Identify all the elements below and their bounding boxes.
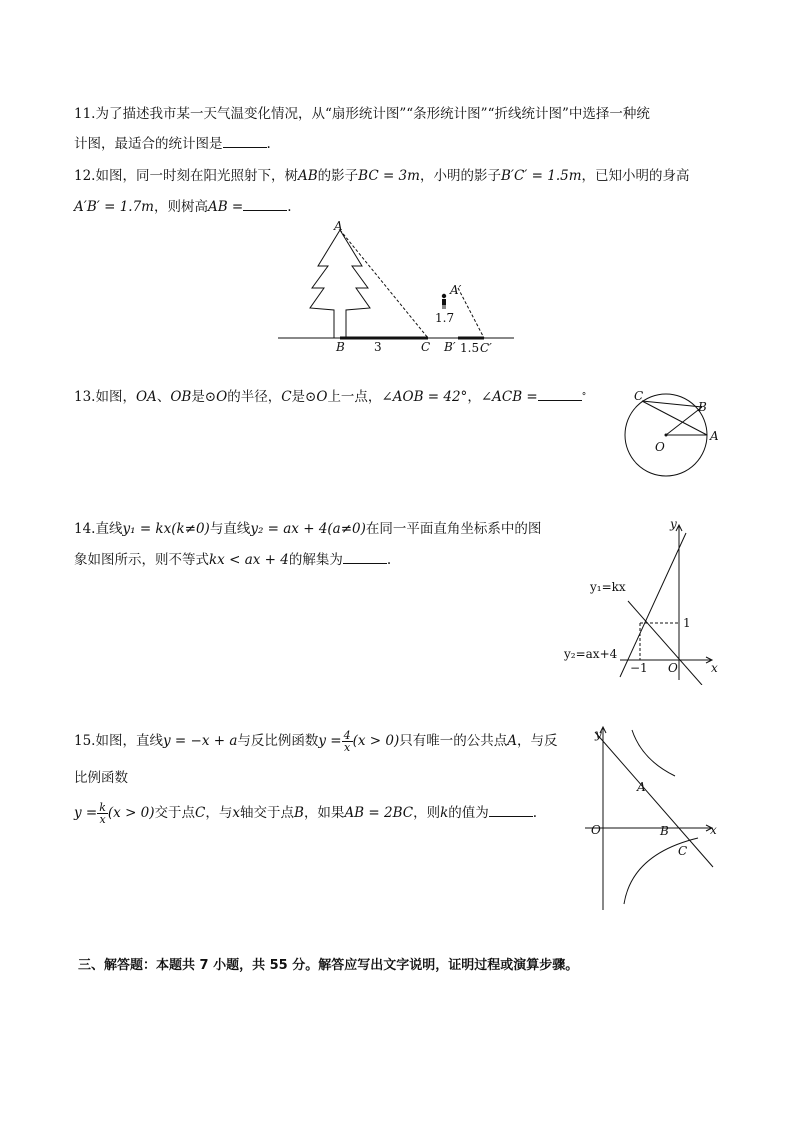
q11-answer-blank [223, 135, 267, 148]
q13-math-o1: O [216, 389, 228, 405]
q15-frac-den: x [344, 741, 351, 754]
q12-label-bc2: 1.5 [460, 341, 480, 355]
q12-text-g: ，已知小明的身高 [581, 168, 690, 184]
q15-text-3c: 交于点 [154, 805, 196, 821]
q13-text-i: 是⊙ [291, 389, 317, 405]
q14-math-y2: y₂ = ax + 4(a≠0) [250, 521, 366, 537]
q15-figure [580, 722, 730, 914]
q13-math-o2: O [316, 389, 328, 405]
q15-text-3e: ，与 [205, 805, 233, 821]
q14-label-x: x [711, 661, 718, 675]
q12-text-2d: . [287, 199, 292, 215]
q15-text-3n: . [532, 805, 538, 821]
q15-label-c: C [678, 844, 688, 858]
q12-answer-blank [243, 198, 287, 211]
q13-figure [615, 385, 735, 485]
q15-text-a: 15.如图，直线 [74, 733, 163, 749]
q13-label-b: B [698, 400, 707, 414]
q13-text-m: ， [467, 389, 481, 405]
q12-math-ab2: A′B′ = 1.7m [74, 199, 154, 215]
q11-line2-text: 计图，最适合的统计图是 [74, 136, 223, 152]
q13-text-k: 上一点， [327, 389, 382, 405]
q13-math-aob: ∠AOB = 42° [381, 389, 468, 405]
q15-answer-blank [489, 804, 533, 817]
q15-frac-num: 4 [343, 729, 351, 742]
q14-text-2c: 的解集为 [288, 552, 343, 568]
q13-text-degree: ° [581, 392, 587, 402]
q15-text-h: ，与反 [517, 733, 558, 749]
q12-figure [270, 218, 520, 358]
q12-math-ab-eq: AB = [207, 199, 244, 215]
q15-math-y: y = [318, 733, 342, 749]
q13-math-c: C [281, 389, 292, 405]
q12-line2 [74, 197, 292, 217]
q15-frac-x: x [99, 813, 106, 826]
q15-line3 [74, 802, 537, 825]
q15-line2: 比例函数 [74, 770, 128, 786]
q13-answer-blank [538, 388, 582, 401]
q14-text-e: 在同一平面直角坐标系中的图 [365, 521, 542, 537]
q15-text-3i: ，如果 [303, 805, 345, 821]
q14-label-one: 1 [683, 616, 691, 630]
q13-math-oa: OA [135, 389, 157, 405]
q12-label-b: B [336, 340, 345, 354]
q15-math-c: C [195, 805, 206, 821]
q14-text-a: 14.直线 [74, 521, 123, 537]
q14-answer-blank [343, 551, 387, 564]
q15-label-a: A [637, 780, 646, 794]
q13-line [74, 387, 586, 407]
q11-line2 [74, 134, 271, 154]
q14-line1 [74, 519, 541, 539]
q15-text-f: 只有唯一的公共点 [399, 733, 508, 749]
q12-text-a: 12.如图，同一时刻在阳光照射下，树 [74, 168, 298, 184]
q14-text-2d: . [386, 552, 392, 568]
q12-text-2b: ，则树高 [153, 199, 208, 215]
q15-label-x: x [710, 823, 717, 837]
q12-label-a2: A′ [450, 283, 462, 297]
q13-text-a: 13.如图， [74, 389, 136, 405]
q13-text-c: 、 [156, 389, 171, 405]
q15-text-3g: 轴交于点 [240, 805, 295, 821]
q13-text-g: 的半径， [227, 389, 282, 405]
q12-label-c2: C′ [480, 341, 492, 355]
q14-label-y1: y₁=kx [590, 580, 626, 594]
q13-math-ob: OB [170, 389, 192, 405]
q15-text-c: 与反比例函数 [237, 733, 319, 749]
q14-text-2a: 象如图所示，则不等式 [74, 552, 209, 568]
q15-math-ab2bc: AB = 2BC [344, 805, 414, 821]
q12-label-bc: 3 [374, 340, 382, 354]
q15-text-3m: 的值为 [448, 805, 489, 821]
q14-math-ineq: kx < ax + 4 [209, 552, 289, 568]
q12-math-ab: AB [297, 168, 318, 184]
q12-line1 [74, 166, 690, 186]
section-3-heading: 三、解答题：本题共 7 小题，共 55 分。解答应写出文字说明，证明过程或演算步骤。 [78, 958, 579, 973]
q15-text-3k: ，则 [413, 805, 441, 821]
q12-text-c: 的影子 [317, 168, 359, 184]
q11-line1: 11.为了描述我市某一天气温变化情况，从“扇形统计图”“条形统计图”“折线统计图”中选择一种统 [74, 106, 650, 122]
q14-figure [560, 515, 730, 685]
q15-math-x: x [232, 805, 241, 821]
q15-math-k: k [440, 805, 449, 821]
q15-math-a: A [507, 733, 517, 749]
q15-line1 [74, 730, 558, 753]
q15-frac-4x [342, 730, 353, 753]
q15-frac-kx [97, 802, 108, 825]
q14-label-o: O [668, 661, 678, 675]
q14-line2 [74, 550, 391, 570]
q15-label-y: y [595, 727, 602, 741]
q11-line2-end: . [266, 136, 271, 152]
q15-math-cond: (x > 0) [352, 733, 400, 749]
q14-text-c: 与直线 [209, 521, 251, 537]
q15-math-cond2: (x > 0) [107, 805, 155, 821]
q12-math-bc: BC = 3m [358, 168, 420, 184]
q13-label-o: O [655, 440, 665, 454]
q12-text-e: ，小明的影子 [419, 168, 501, 184]
q13-label-a: A [710, 429, 719, 443]
q14-label-y: y [670, 517, 677, 531]
q12-label-c: C [421, 340, 431, 354]
q12-math-bc2: B′C′ = 1.5m [500, 168, 582, 184]
q15-label-o: O [591, 823, 601, 837]
q15-math-line: y = −x + a [162, 733, 238, 749]
q13-label-c: C [634, 389, 644, 403]
q14-label-y2: y₂=ax+4 [564, 647, 618, 661]
q12-label-a: A [334, 219, 343, 233]
q13-math-acb: ∠ACB = [480, 389, 538, 405]
q15-math-b: B [294, 805, 304, 821]
q15-label-b: B [660, 824, 669, 838]
q12-label-h: 1.7 [435, 311, 455, 325]
q12-label-b2: B′ [444, 340, 456, 354]
q15-frac-k: k [99, 801, 106, 814]
q14-math-y1: y₁ = kx(k≠0) [122, 521, 210, 537]
q13-text-e: 是⊙ [191, 389, 217, 405]
q14-label-neg1: −1 [630, 661, 648, 675]
q15-math-y-k: y = [74, 805, 98, 821]
